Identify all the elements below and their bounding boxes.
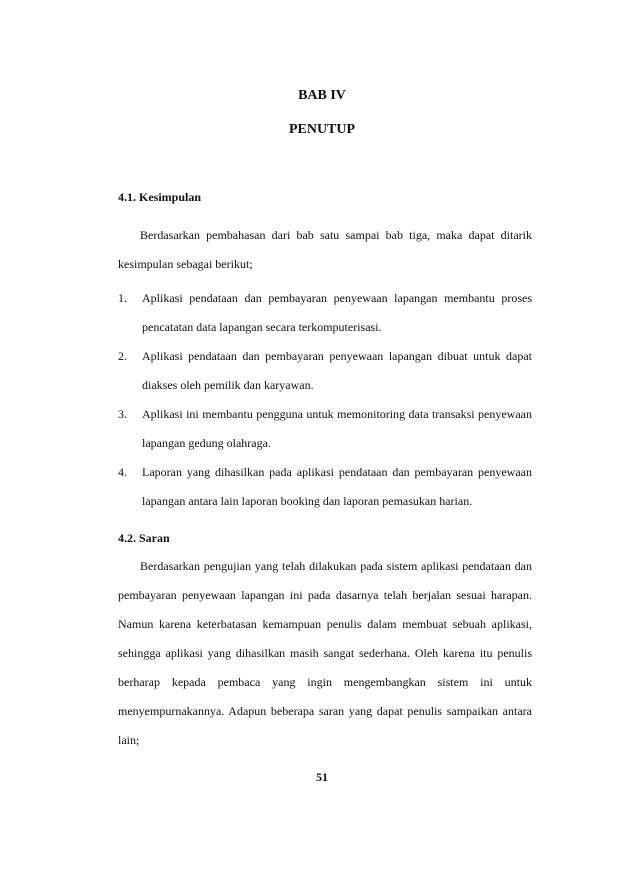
list-item-number: 3. (118, 407, 127, 421)
list-item (118, 284, 532, 342)
list-item-number: 2. (118, 349, 127, 363)
kesimpulan-intro-paragraph (118, 221, 532, 279)
page-number: 51 (316, 770, 328, 784)
saran-text: Berdasarkan pengujian yang telah dilakukan pada sistem aplikasi pendataan dan pembayaran penyewaan lapangan ini pada dasarnya telah berjalan sesuai harapan. Namun karena keterbatasan kemampuan penulis dalam membuat sebuah aplikasi, sehingga aplikasi yang dihasilkan masih sangat sederhana. Oleh karena itu penulis berharap kepada pembaca yang ingin mengembangkan sistem ini untuk menyempurnakannya. Adapun beberapa saran yang dapat penulis sampaikan antara lain; (118, 559, 532, 747)
saran-paragraph (118, 552, 532, 755)
list-item-text: Laporan yang dihasilkan pada aplikasi pendataan dan pembayaran penyewaan lapangan antara lain laporan booking dan laporan pemasukan harian. (142, 465, 532, 508)
list-item (118, 458, 532, 516)
list-item-number: 4. (118, 465, 127, 479)
list-item (118, 400, 532, 458)
section-heading-kesimpulan: 4.1. Kesimpulan (118, 190, 202, 204)
section-heading-saran: 4.2. Saran (118, 531, 170, 545)
chapter-number: BAB IV (298, 88, 346, 103)
list-item-text: Aplikasi ini membantu pengguna untuk memonitoring data transaksi penyewaan lapangan gedung olahraga. (142, 407, 532, 450)
list-item (118, 342, 532, 400)
list-item-number: 1. (118, 291, 127, 305)
chapter-title: PENUTUP (288, 122, 356, 137)
list-item-text: Aplikasi pendataan dan pembayaran penyewaan lapangan dibuat untuk dapat diakses oleh pemilik dan karyawan. (142, 349, 532, 392)
list-item-text: Aplikasi pendataan dan pembayaran penyewaan lapangan membantu proses pencatatan data lapangan secara terkomputerisasi. (142, 291, 532, 334)
kesimpulan-intro-text: Berdasarkan pembahasan dari bab satu sampai bab tiga, maka dapat ditarik kesimpulan sebagai berikut; (118, 228, 532, 271)
kesimpulan-list (118, 284, 532, 516)
